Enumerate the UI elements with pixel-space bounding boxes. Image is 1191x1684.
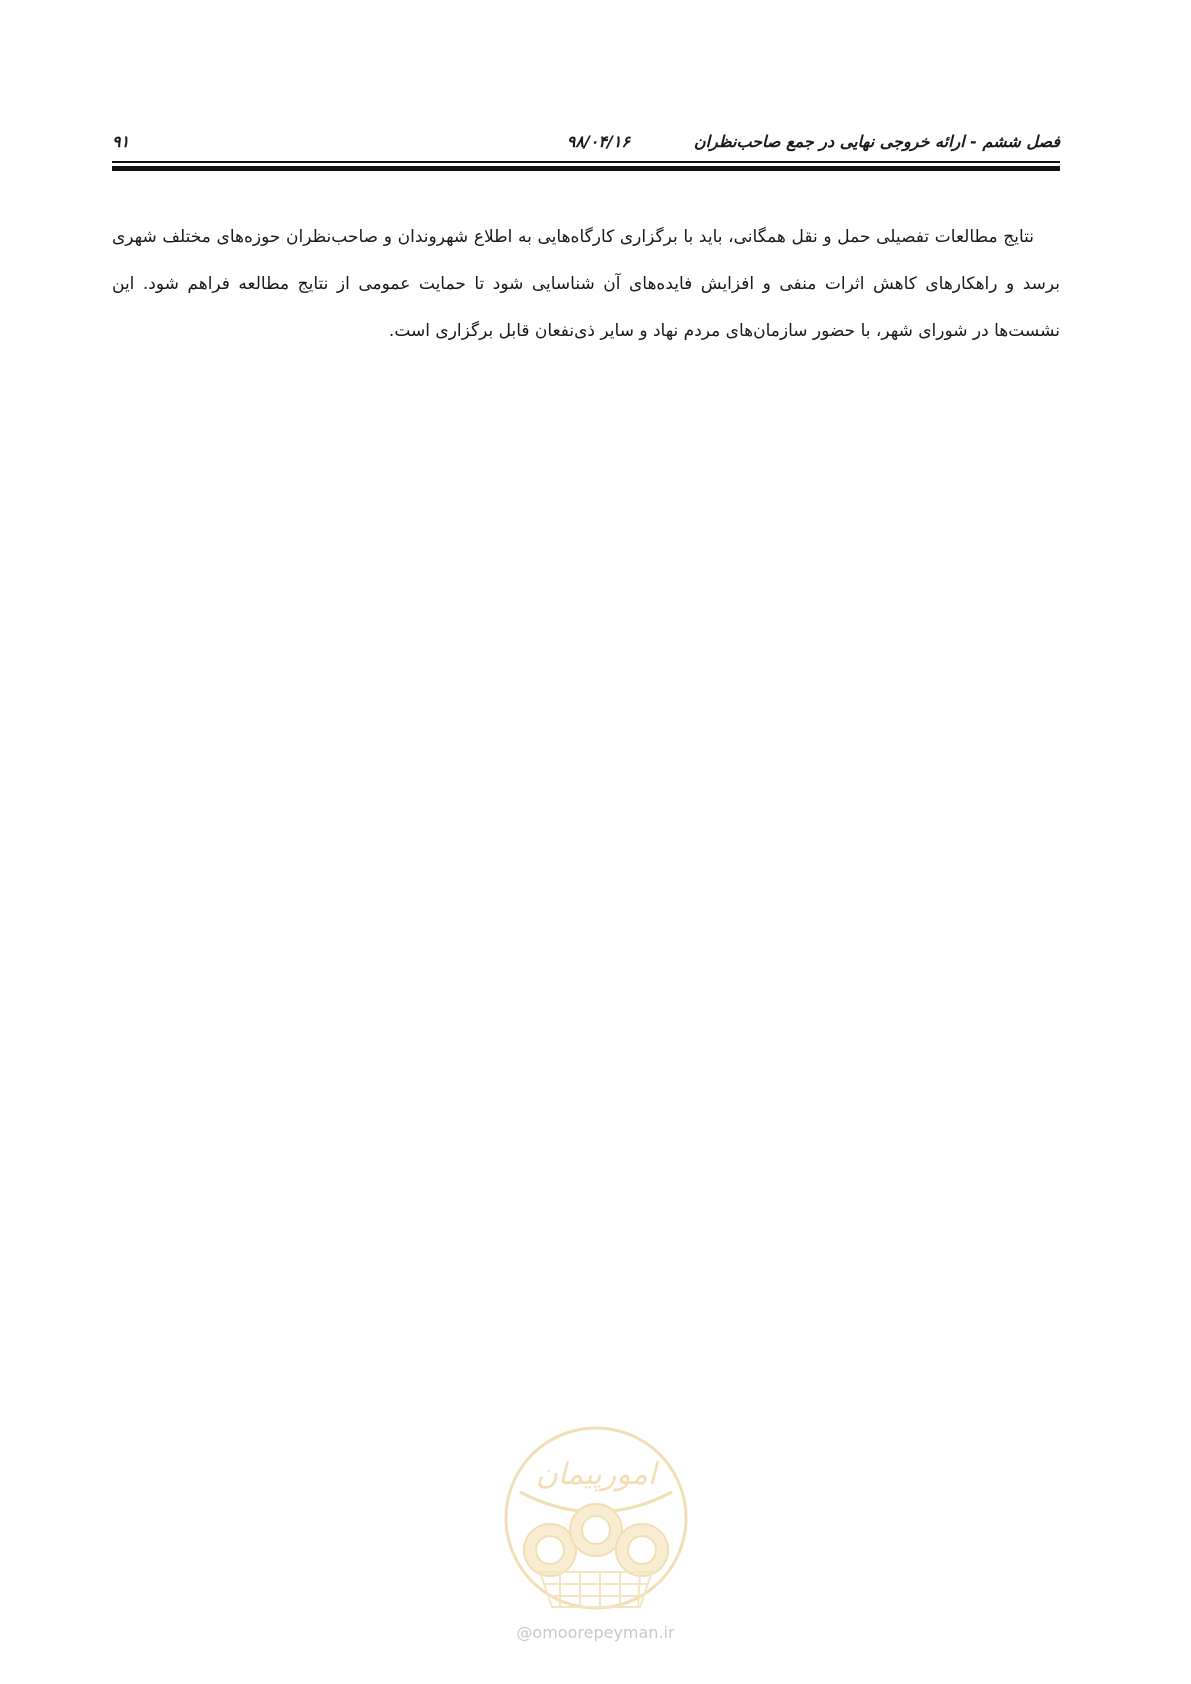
body-text [112, 214, 1060, 355]
page-number: ۹۱ [112, 132, 130, 151]
page-header [112, 128, 1060, 158]
header-rule-thick [112, 166, 1060, 171]
watermark-url: @omoorepeyman.ir [516, 1623, 675, 1642]
header-rule-thin [112, 161, 1060, 163]
chapter-title: فصل ششم - ارائه خروجی نهایی در جمع صاحب‌نظران [693, 132, 1060, 151]
watermark-logo [500, 1422, 692, 1628]
body-paragraph: نتایج مطالعات تفصیلی حمل و نقل همگانی، باید با برگزاری کارگاه‌هایی به اطلاع شهروندان و صاحب‌نظران حوزه‌های مختلف شهری برسد و راهکارهای کاهش اثرات منفی و افزایش فایده‌های آن شناسایی شود تا حمایت عمومی از نتایج مطالعه فراهم شود. این نشست‌ها در شورای شهر، با حضور سازمان‌های مردم نهاد و سایر ذی‌نفعان قابل برگزاری است. [112, 227, 1060, 341]
watermark-logo-text: امورپیمان [535, 1457, 657, 1492]
header-date: ۹۸/۰۴/۱۶ [566, 132, 630, 151]
